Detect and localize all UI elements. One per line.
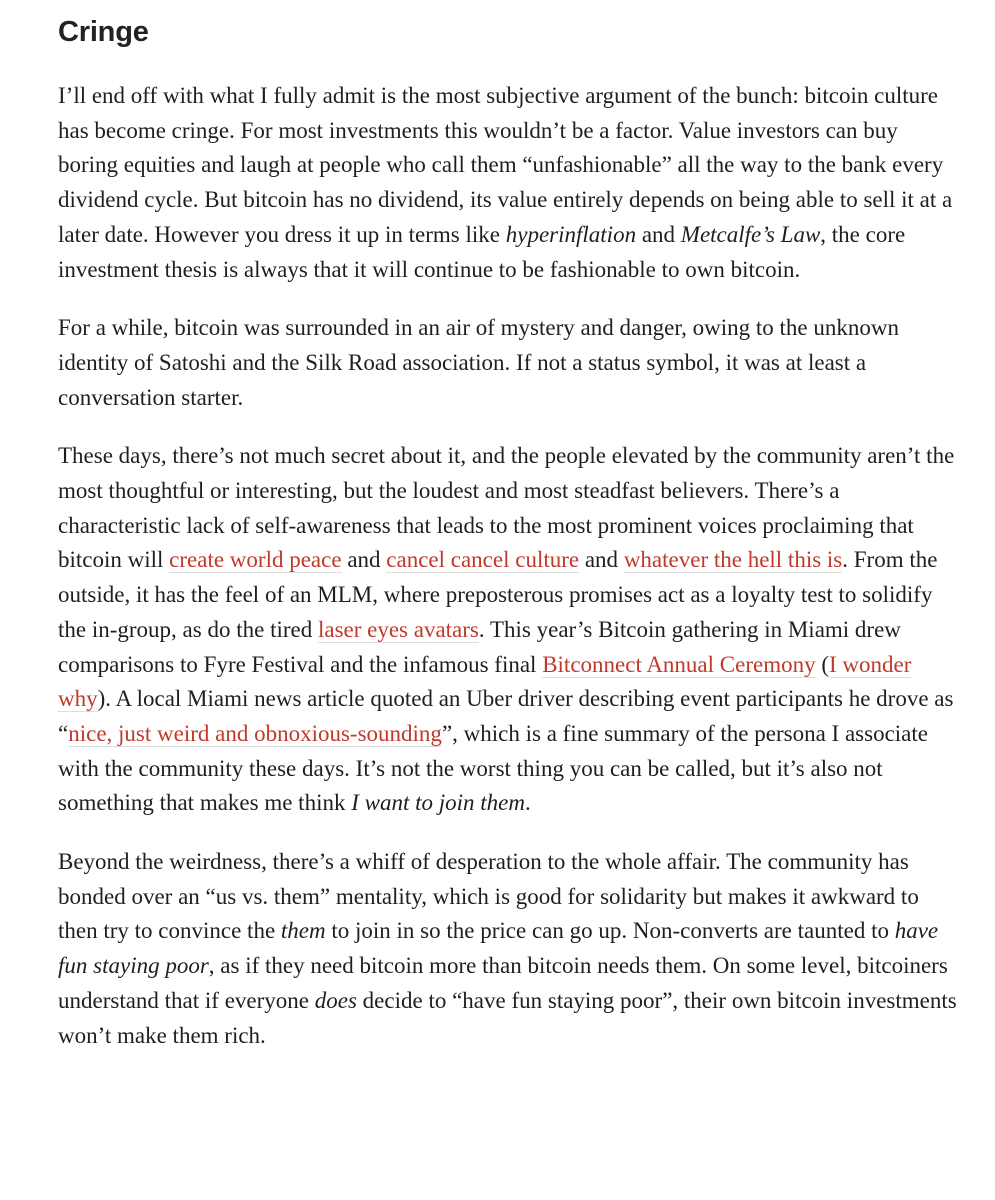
section-heading: Cringe <box>58 16 149 48</box>
text-run: I’ll end off with what I fully admit is the most subjective argument of the bunch: bitcoin culture has become cringe. For most investments this wouldn’t be a factor. Value investors can buy boring equities and laugh at people who call them “unfashionable” all the way to the bank every dividend cycle. But bitcoin has no dividend, its value entirely depends on being able to sell it at a later date. However you dress it up in terms like <box>58 83 953 247</box>
text-run: decide to “have fun staying poor”, their own bitcoin investments won’t make them rich. <box>58 987 957 1048</box>
paragraph <box>58 311 958 415</box>
link-cancel-cancel-culture[interactable]: cancel cancel culture <box>386 547 580 573</box>
link-create-world-peace[interactable]: create world peace <box>169 547 342 573</box>
emphasis-text: Metcalfe’s Law <box>680 221 821 247</box>
text-run: and <box>579 547 624 573</box>
text-run: Beyond the weirdness, there’s a whiff of desperation to the whole affair. The community has bonded over an “us vs. them” mentality, which is good for solidarity but makes it awkward to then try to convince the <box>58 849 919 944</box>
link-whatever-the-hell-this-is[interactable]: whatever the hell this is <box>623 547 843 573</box>
emphasis-text: them <box>280 918 326 944</box>
emphasis-text: hyperinflation <box>505 221 637 247</box>
paragraph <box>58 845 958 1053</box>
emphasis-text: does <box>314 987 357 1013</box>
text-run: and <box>636 221 681 247</box>
paragraph <box>58 79 958 287</box>
text-run: ( <box>815 651 830 677</box>
text-run: . From the outside, it has the feel of an MLM, where preposterous promises act as a loyalty test to solidify the in-group, as do the tired <box>58 547 938 642</box>
text-run: . <box>525 790 531 816</box>
link-i-wonder-why[interactable]: I wonder why <box>58 651 912 712</box>
text-run: ”, which is a fine summary of the persona I associate with the community these days. It’s not the worst thing you can be called, but it’s also not something that makes me think <box>58 720 928 816</box>
text-run: . This year’s Bitcoin gathering in Miami drew comparisons to Fyre Festival and the infamous final <box>58 616 901 677</box>
emphasis-text: have fun staying poor <box>58 918 939 979</box>
text-run: , the core investment thesis is always that it will continue to be fashionable to own bitcoin. <box>58 221 906 282</box>
link-bitconnect-annual-ceremony[interactable]: Bitconnect Annual Ceremony <box>542 651 816 677</box>
link-nice-just-weird[interactable]: nice, just weird and obnoxious-sounding <box>68 720 442 746</box>
text-run: ). A local Miami news article quoted an Uber driver describing event participants he drove as “ <box>58 686 954 746</box>
paragraph <box>58 439 958 821</box>
text-run: These days, there’s not much secret about it, and the people elevated by the community aren’t the most thoughtful or interesting, but the loudest and most steadfast believers. There’s a characteristic lack of self-awareness that leads to the most prominent voices proclaiming that bitcoin will <box>58 443 955 573</box>
text-run: and <box>341 547 387 573</box>
text-run: For a while, bitcoin was surrounded in an air of mystery and danger, owing to the unknown identity of Satoshi and the Silk Road association. If not a status symbol, it was at least a conversation starter. <box>58 315 899 410</box>
link-laser-eyes-avatars[interactable]: laser eyes avatars <box>317 616 479 642</box>
emphasis-text: I want to join them <box>351 790 525 816</box>
text-run: , as if they need bitcoin more than bitcoin needs them. On some level, bitcoiners understand that if everyone <box>58 953 948 1013</box>
article-section <box>58 14 958 1077</box>
text-run: to join in so the price can go up. Non-converts are taunted to <box>325 918 895 944</box>
